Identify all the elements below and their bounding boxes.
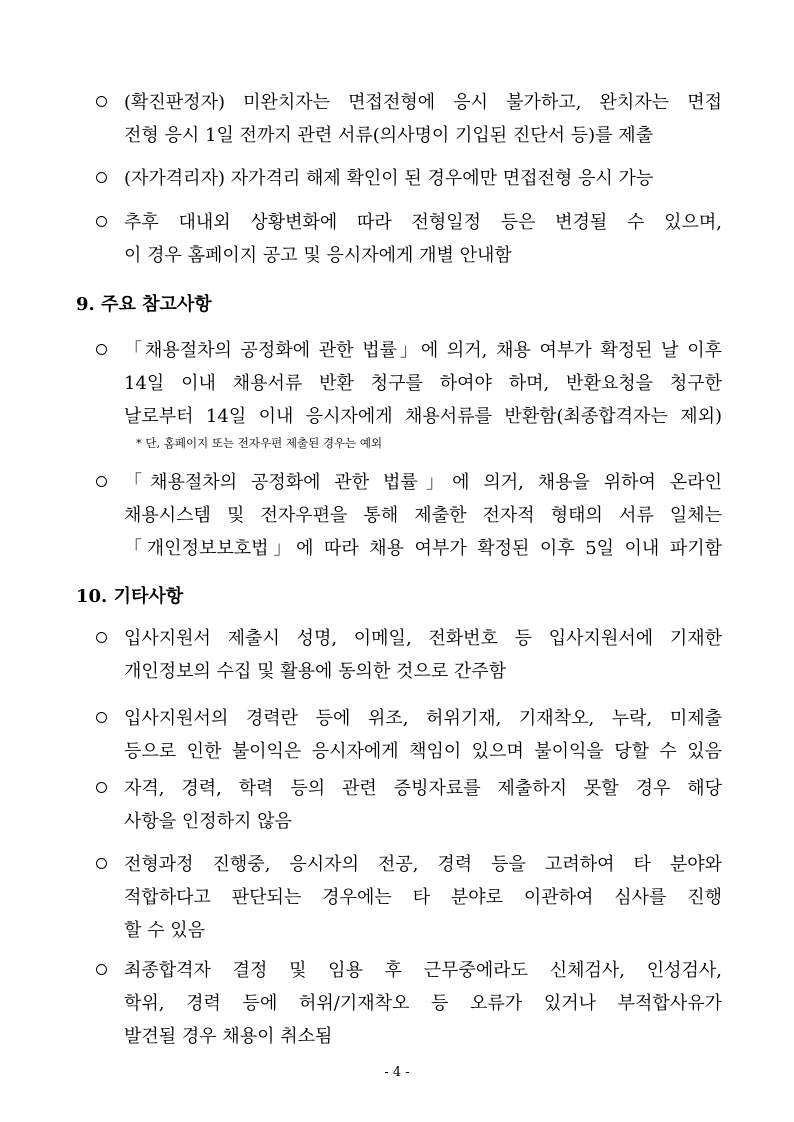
bullet-item-confirmed-patient bbox=[96, 86, 722, 152]
section-10-title: 10. 기타사항 bbox=[76, 586, 184, 607]
bullet-item-evidence bbox=[96, 772, 722, 838]
bullet-line: 자격, 경력, 학력 등의 관련 증빙자료를 제출하지 못할 경우 해당 bbox=[124, 778, 722, 799]
bullet-line: 개인정보의 수집 및 활용에 동의한 것으로 간주함 bbox=[124, 661, 507, 682]
section-9-title: 9. 주요 참고사항 bbox=[76, 294, 212, 315]
bullet-line: 이 경우 홈페이지 공고 및 응시자에게 개별 안내함 bbox=[124, 245, 512, 266]
footnote: * 단, 홈페이지 또는 전자우편 제출된 경우는 예외 bbox=[136, 436, 383, 450]
circle-bullet-icon bbox=[96, 632, 107, 643]
bullet-line: 발견될 경우 채용이 취소됨 bbox=[124, 1026, 333, 1047]
bullet-line: 입사지원서의 경력란 등에 위조, 허위기재, 기재착오, 누락, 미제출 bbox=[124, 708, 722, 729]
bullet-line: 학위, 경력 등에 허위/기재착오 등 오류가 있거나 부적합사유가 bbox=[124, 993, 722, 1014]
circle-bullet-icon bbox=[96, 964, 107, 975]
bullet-line: 「채용절차의 공정화에 관한 법률」에 의거, 채용 여부가 확정된 날 이후 bbox=[124, 340, 722, 361]
bullet-line: 날로부터 14일 이내 응시자에게 채용서류를 반환함(최종합격자는 제외) bbox=[124, 406, 722, 427]
bullet-line: 사항을 인정하지 않음 bbox=[124, 811, 292, 832]
bullet-line: 추후 대내외 상황변화에 따라 전형일정 등은 변경될 수 있으며, bbox=[124, 212, 722, 233]
bullet-item-false-entry bbox=[96, 702, 722, 768]
bullet-item-cancellation bbox=[96, 954, 722, 1053]
bullet-line: 입사지원서 제출시 성명, 이메일, 전화번호 등 입사지원서에 기재한 bbox=[124, 628, 722, 649]
page-number: - 4 - bbox=[384, 1065, 410, 1080]
circle-bullet-icon bbox=[96, 712, 107, 723]
bullet-item-self-quarantine bbox=[96, 162, 722, 195]
bullet-line: (자가격리자) 자가격리 해제 확인이 된 경우에만 면접전형 응시 가능 bbox=[124, 168, 654, 189]
circle-bullet-icon bbox=[96, 172, 107, 183]
circle-bullet-icon bbox=[96, 476, 107, 487]
circle-bullet-icon bbox=[96, 96, 107, 107]
bullet-item-personal-info bbox=[96, 622, 722, 688]
bullet-line: 채용시스템 및 전자우편을 통해 제출한 전자적 형태의 서류 일체는 bbox=[124, 505, 722, 526]
circle-bullet-icon bbox=[96, 344, 107, 355]
bullet-line: 전형 응시 1일 전까지 관련 서류(의사명이 기입된 진단서 등)를 제출 bbox=[124, 125, 654, 146]
bullet-item-document-return bbox=[96, 334, 722, 433]
circle-bullet-icon bbox=[96, 858, 107, 869]
bullet-line: 14일 이내 채용서류 반환 청구를 하여야 하며, 반환요청을 청구한 bbox=[124, 373, 722, 394]
bullet-line: 「개인정보보호법」에 따라 채용 여부가 확정된 이후 5일 이내 파기함 bbox=[124, 538, 722, 559]
bullet-line: (확진판정자) 미완치자는 면접전형에 응시 불가하고, 완치자는 면접 bbox=[124, 92, 722, 113]
bullet-line: 최종합격자 결정 및 임용 후 근무중에라도 신체검사, 인성검사, bbox=[124, 960, 722, 981]
bullet-line: 「채용절차의 공정화에 관한 법률」에 의거, 채용을 위하여 온라인 bbox=[124, 472, 722, 493]
bullet-line: 할 수 있음 bbox=[124, 920, 205, 941]
bullet-item-document-destruction bbox=[96, 466, 722, 565]
circle-bullet-icon bbox=[96, 216, 107, 227]
bullet-line: 전형과정 진행중, 응시자의 전공, 경력 등을 고려하여 타 분야와 bbox=[124, 854, 722, 875]
bullet-item-field-transfer bbox=[96, 848, 722, 947]
bullet-item-schedule-change bbox=[96, 206, 722, 272]
bullet-line: 등으로 인한 불이익은 응시자에게 책임이 있으며 불이익을 당할 수 있음 bbox=[124, 741, 722, 762]
circle-bullet-icon bbox=[96, 782, 107, 793]
bullet-line: 적합하다고 판단되는 경우에는 타 분야로 이관하여 심사를 진행 bbox=[124, 887, 722, 908]
